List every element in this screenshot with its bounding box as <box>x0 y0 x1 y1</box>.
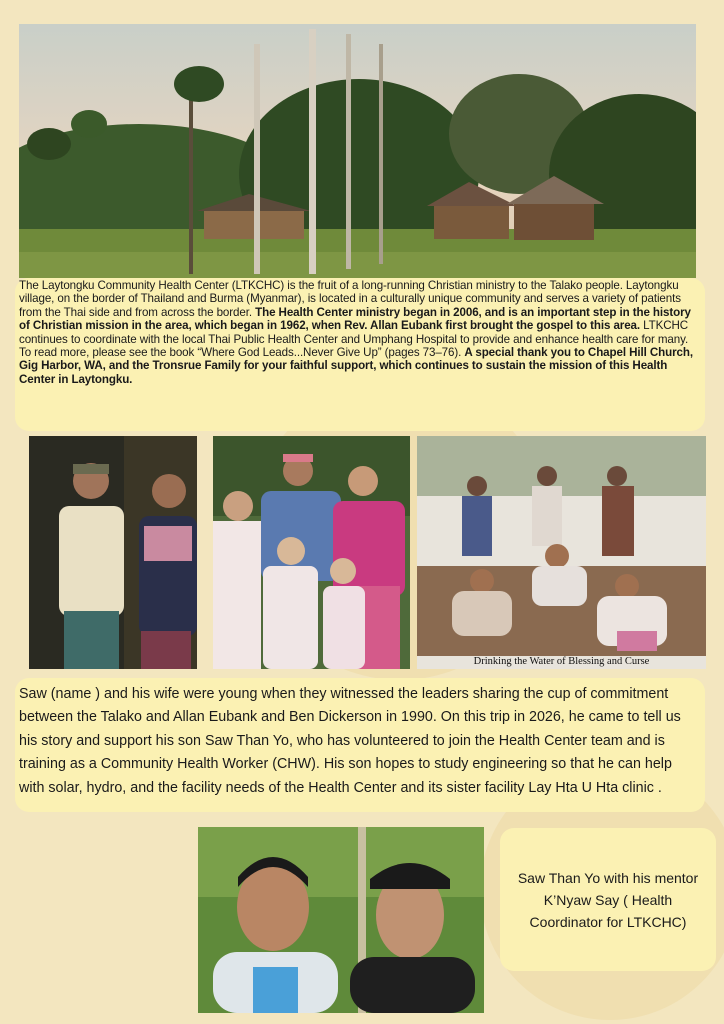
mentor-caption-box <box>500 828 716 971</box>
village-landscape-photo <box>19 24 696 278</box>
intro-text-1: The Laytongku Community Health Center (LTKCHC) is the fruit of a long-running Christian ministry to the Talako people. Laytongku village, on the border of Thailand and Burma (Myanmar), is located in a culturally unique community and serves a variety of patients from the Thai side and from across the border. <box>19 279 681 319</box>
mentor-caption: Saw Than Yo with his mentor K’Nyaw Say ( Health Coordinator for LTKCHC) <box>517 869 699 930</box>
intro-thanks-bold: A special thank you to Chapel Hill Church, Gig Harbor, WA, and the Tronsrue Family for your faithful support, which continues to sustain the mission of this Health Center in Laytongku. <box>19 346 693 386</box>
intro-history-bold: The Health Center ministry began in 2006, and is an important step in the history of Christian mission in the area, which began in 1962, when Rev. Allan Eubank first brought the gospel to this area. <box>19 305 691 333</box>
family-photo <box>213 436 410 669</box>
mentor-photo <box>198 827 484 1013</box>
intro-text-3: LTKCHC continues to coordinate with the local Thai Public Health Center and Umphang Hospital to provide and enhance health care for many. To read more, please see the book “Where God Leads...Never Give Up” (pages 73–76). <box>19 319 689 360</box>
intro-paragraph <box>19 279 699 386</box>
elderly-couple-photo <box>29 436 197 669</box>
story-paragraph: Saw (name ) and his wife were young when they witnessed the leaders sharing the cup of commitment between the Talako and Allan Eubank and Ben Dickerson in 1990. On this trip in 2026, he came to tell us his story and support his son Saw Than Yo, who has volunteered to join the Health Center team and is training as a Community Health Worker (CHW). His son hopes to study engineering so that he can help with solar, hydro, and the facility needs of the Health Center and its sister facility Lay Hta U Hta clinic . <box>19 686 681 796</box>
ceremony-photo <box>417 436 706 669</box>
ceremony-photo-caption: Drinking the Water of Blessing and Curse <box>473 656 650 667</box>
